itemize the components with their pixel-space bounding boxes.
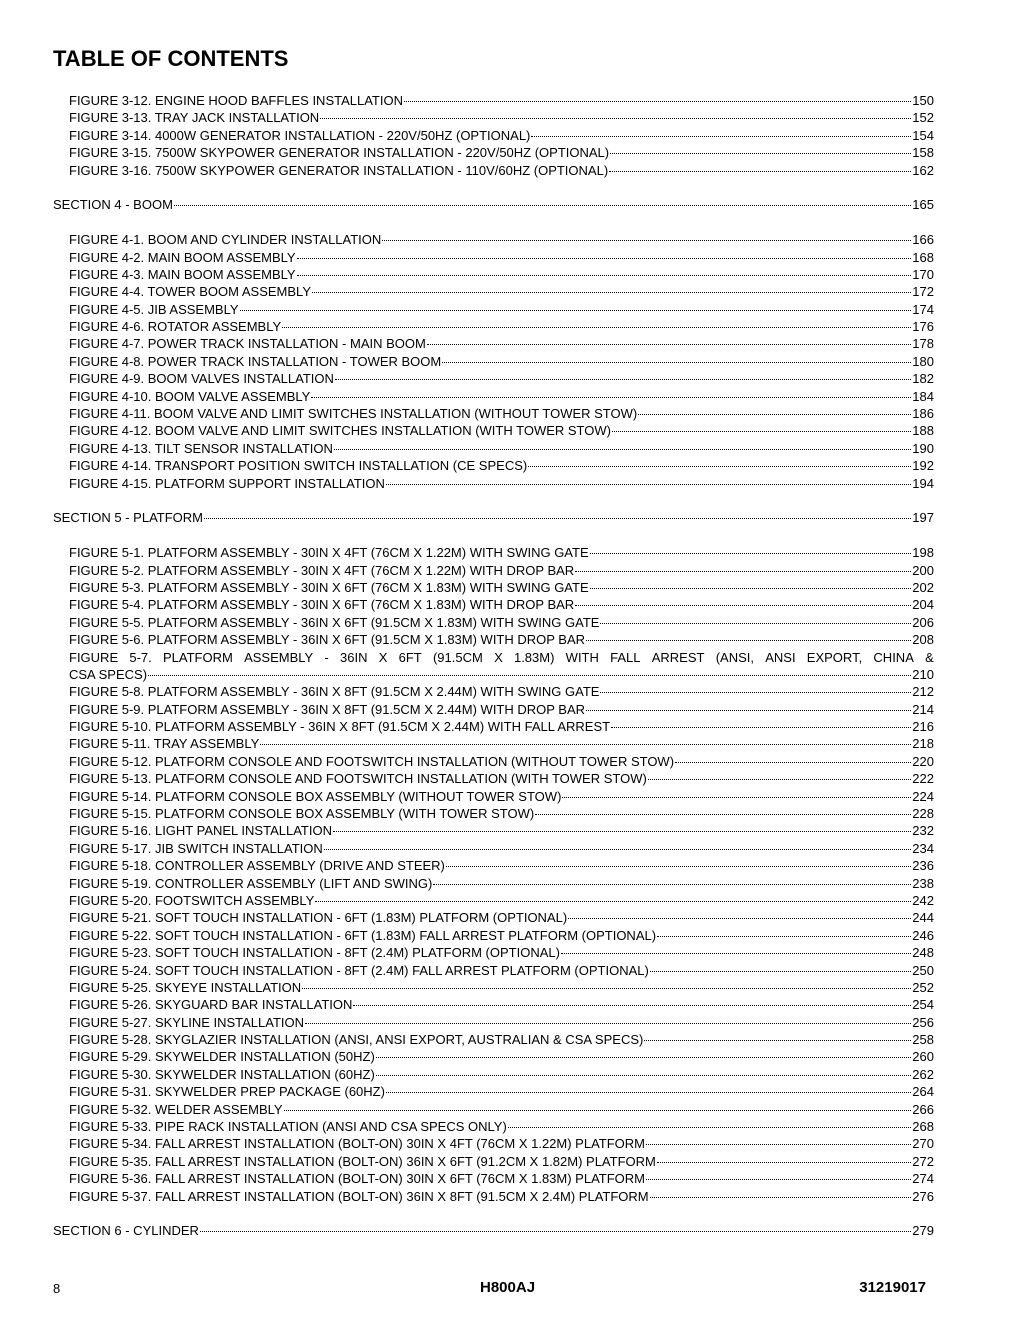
toc-entry-figure[interactable] — [53, 735, 934, 752]
dot-leader — [284, 1110, 912, 1111]
dot-leader — [657, 1162, 911, 1163]
toc-entry-word: ASSEMBLY — [244, 649, 314, 665]
toc-entry-figure[interactable] — [53, 596, 934, 613]
toc-entry-page: 204 — [912, 597, 934, 613]
toc-entry-page: 218 — [912, 736, 934, 752]
dot-leader — [650, 1197, 912, 1198]
toc-entry-title: FIGURE 5-5. PLATFORM ASSEMBLY - 36IN X 6FT (91.5CM X 1.83M) WITH SWING GATE — [69, 614, 600, 630]
toc-entry-title: FIGURE 5-28. SKYGLAZIER INSTALLATION (ANSI, ANSI EXPORT, AUSTRALIAN & CSA SPECS) — [69, 1032, 644, 1048]
dot-leader — [610, 153, 911, 154]
footer-model: H800AJ — [480, 1279, 536, 1296]
toc-entry-figure[interactable] — [53, 1048, 934, 1065]
dot-leader — [302, 988, 911, 989]
toc-entry-page: 248 — [912, 945, 934, 961]
toc-entry-figure[interactable] — [53, 1031, 934, 1048]
toc-entry-page: 152 — [912, 110, 934, 126]
dot-leader — [535, 814, 911, 815]
toc-entry-page: 242 — [912, 892, 934, 908]
toc-entry-figure[interactable] — [53, 1118, 934, 1135]
toc-entry-page: 206 — [912, 614, 934, 630]
toc-entry-figure[interactable] — [53, 1083, 934, 1100]
toc-entry-word: 1.83M) — [513, 649, 555, 665]
toc-entry-figure[interactable] — [53, 370, 934, 387]
toc-entry-title: FIGURE 3-16. 7500W SKYPOWER GENERATOR INSTALLATION - 110V/60HZ (OPTIONAL) — [69, 162, 609, 178]
dot-leader — [561, 953, 911, 954]
dot-leader — [650, 971, 911, 972]
dot-leader — [657, 936, 911, 937]
toc-entry-title: FIGURE 5-4. PLATFORM ASSEMBLY - 30IN X 6FT (76CM X 1.83M) WITH DROP BAR — [69, 597, 575, 613]
toc-entry-title: FIGURE 5-18. CONTROLLER ASSEMBLY (DRIVE AND STEER) — [69, 858, 445, 874]
toc-entry-title: FIGURE 4-3. MAIN BOOM ASSEMBLY — [69, 266, 296, 282]
dot-leader — [646, 1144, 911, 1145]
toc-entry-section[interactable] — [53, 1222, 934, 1239]
dot-leader — [586, 640, 911, 641]
toc-entry-figure[interactable] — [53, 631, 934, 648]
dot-leader — [528, 466, 911, 467]
toc-entry-page: 165 — [912, 197, 934, 213]
page-title: TABLE OF CONTENTS — [53, 46, 289, 71]
toc-entry-figure[interactable] — [53, 562, 934, 579]
toc-entry-title: FIGURE 5-25. SKYEYE INSTALLATION — [69, 979, 302, 995]
toc-entry-page: 236 — [912, 858, 934, 874]
toc-entry-page: 212 — [912, 684, 934, 700]
toc-entry-title: FIGURE 5-31. SKYWELDER PREP PACKAGE (60HZ) — [69, 1084, 385, 1100]
toc-entry-figure[interactable] — [53, 996, 934, 1013]
footer-doc-number: 31219017 — [859, 1279, 926, 1296]
toc-entry-figure[interactable] — [53, 1014, 934, 1031]
toc-entry-figure[interactable] — [53, 979, 934, 996]
toc-entry-page: 276 — [912, 1188, 934, 1204]
toc-entry-title: FIGURE 4-4. TOWER BOOM ASSEMBLY — [69, 284, 311, 300]
toc-entry-title: FIGURE 4-8. POWER TRACK INSTALLATION - TOWER BOOM — [69, 353, 442, 369]
toc-entry-figure[interactable] — [53, 875, 934, 892]
dot-leader — [353, 1005, 911, 1006]
toc-spacer — [53, 1205, 934, 1222]
toc-entry-figure[interactable] — [53, 388, 934, 405]
toc-entry-figure[interactable] — [53, 892, 934, 909]
toc-entry-title: FIGURE 5-15. PLATFORM CONSOLE BOX ASSEMBLY (WITH TOWER STOW) — [69, 806, 535, 822]
toc-entry-page: 268 — [912, 1119, 934, 1135]
page-footer — [53, 1281, 934, 1301]
toc-entry-page: 279 — [912, 1223, 934, 1239]
dot-leader — [446, 866, 911, 867]
toc-entry-title: FIGURE 5-3. PLATFORM ASSEMBLY - 30IN X 6FT (76CM X 1.83M) WITH SWING GATE — [69, 579, 589, 595]
toc-entry-page: 216 — [912, 719, 934, 735]
dot-leader — [638, 414, 911, 415]
toc-entry-title: FIGURE 4-15. PLATFORM SUPPORT INSTALLATION — [69, 475, 385, 491]
dot-leader — [442, 362, 911, 363]
toc-entry-title: FIGURE 5-13. PLATFORM CONSOLE AND FOOTSWITCH INSTALLATION (WITH TOWER STOW) — [69, 771, 647, 787]
toc-entry-figure[interactable] — [53, 127, 934, 144]
toc-entry-figure[interactable] — [53, 805, 934, 822]
toc-entry-figure[interactable] — [53, 753, 934, 770]
toc-entry-title: FIGURE 5-12. PLATFORM CONSOLE AND FOOTSWITCH INSTALLATION (WITHOUT TOWER STOW) — [69, 753, 675, 769]
toc-entry-page: 162 — [912, 162, 934, 178]
dot-leader — [562, 797, 911, 798]
toc-spacer — [53, 214, 934, 231]
toc-entry-page: 200 — [912, 562, 934, 578]
toc-entry-title: FIGURE 5-34. FALL ARREST INSTALLATION (BOLT-ON) 30IN X 4FT (76CM X 1.22M) PLATFORM — [69, 1136, 645, 1152]
toc-entry-word: PLATFORM — [163, 649, 233, 665]
toc-entry-page: 262 — [912, 1066, 934, 1082]
toc-entry-figure[interactable] — [53, 353, 934, 370]
dot-leader — [609, 171, 911, 172]
toc-entry-page: 192 — [912, 458, 934, 474]
toc-entry-page: 238 — [912, 875, 934, 891]
dot-leader — [297, 258, 912, 259]
toc-entry-title: FIGURE 5-14. PLATFORM CONSOLE BOX ASSEMBLY (WITHOUT TOWER STOW) — [69, 788, 562, 804]
toc-entry-figure[interactable] — [53, 266, 934, 283]
toc-spacer — [53, 492, 934, 509]
dot-leader — [324, 849, 912, 850]
toc-entry-page: 150 — [912, 93, 934, 108]
toc-entry-word: 36IN — [340, 649, 368, 665]
toc-entry-page: 186 — [912, 406, 934, 422]
dot-leader — [675, 762, 911, 763]
toc-entry-section[interactable] — [53, 509, 934, 526]
toc-entry-figure[interactable] — [53, 422, 934, 439]
toc-entry-word: FALL — [610, 649, 641, 665]
toc-entry-figure[interactable] — [53, 683, 934, 700]
dot-leader — [590, 553, 912, 554]
toc-entry-title: FIGURE 3-13. TRAY JACK INSTALLATION — [69, 110, 320, 126]
toc-entry-figure[interactable] — [53, 162, 934, 179]
toc-entry-word: 5-7. — [129, 649, 152, 665]
table-of-contents — [53, 92, 934, 1240]
toc-entry-title: FIGURE 5-17. JIB SWITCH INSTALLATION — [69, 840, 323, 856]
toc-entry-page: 274 — [912, 1171, 934, 1187]
toc-entry-page: 228 — [912, 806, 934, 822]
toc-entry-page: 266 — [912, 1101, 934, 1117]
toc-entry-page: 190 — [912, 440, 934, 456]
toc-entry-page: 172 — [912, 284, 934, 300]
toc-entry-title: SECTION 6 - CYLINDER — [53, 1223, 199, 1239]
toc-entry-page: 252 — [912, 979, 934, 995]
toc-entry-title: SECTION 4 - BOOM — [53, 197, 173, 213]
toc-entry-figure[interactable] — [53, 283, 934, 300]
toc-entry-page: 258 — [912, 1032, 934, 1048]
toc-entry-title: FIGURE 3-14. 4000W GENERATOR INSTALLATION - 220V/50HZ (OPTIONAL) — [69, 127, 531, 143]
toc-entry-title: FIGURE 5-16. LIGHT PANEL INSTALLATION — [69, 823, 332, 839]
toc-entry-title: FIGURE 5-2. PLATFORM ASSEMBLY - 30IN X 4FT (76CM X 1.22M) WITH DROP BAR — [69, 562, 575, 578]
toc-entry-title: FIGURE 5-1. PLATFORM ASSEMBLY - 30IN X 4FT (76CM X 1.22M) WITH SWING GATE — [69, 545, 589, 561]
toc-entry-word: WITH — [565, 649, 599, 665]
toc-spacer — [53, 179, 934, 196]
dot-leader — [646, 1179, 911, 1180]
toc-entry-page: 214 — [912, 701, 934, 717]
toc-entry-title: FIGURE 4-10. BOOM VALVE ASSEMBLY — [69, 388, 311, 404]
dot-leader — [644, 1040, 911, 1041]
dot-leader — [376, 1057, 911, 1058]
toc-entry-figure[interactable] — [53, 144, 934, 161]
toc-entry-page: 154 — [912, 127, 934, 143]
toc-entry-title: FIGURE 5-36. FALL ARREST INSTALLATION (BOLT-ON) 30IN X 6FT (76CM X 1.83M) PLATFORM — [69, 1171, 645, 1187]
toc-entry-word: X — [378, 649, 388, 665]
toc-entry-title: FIGURE 4-9. BOOM VALVES INSTALLATION — [69, 371, 334, 387]
dot-leader — [148, 675, 911, 676]
toc-entry-page: 208 — [912, 632, 934, 648]
dot-leader — [433, 884, 911, 885]
toc-entry-figure[interactable] — [53, 440, 934, 457]
toc-entry-word: ANSI — [765, 649, 796, 665]
toc-entry-title: FIGURE 4-11. BOOM VALVE AND LIMIT SWITCHES INSTALLATION (WITHOUT TOWER STOW) — [69, 406, 638, 422]
toc-entry-figure[interactable] — [53, 649, 934, 684]
toc-entry-title: FIGURE 5-8. PLATFORM ASSEMBLY - 36IN X 8FT (91.5CM X 2.44M) WITH SWING GATE — [69, 684, 600, 700]
toc-entry-title: FIGURE 5-29. SKYWELDER INSTALLATION (50HZ) — [69, 1049, 375, 1065]
toc-entry-title: FIGURE 5-20. FOOTSWITCH ASSEMBLY — [69, 892, 315, 908]
toc-entry-page: 234 — [912, 840, 934, 856]
toc-entry-title: FIGURE 3-15. 7500W SKYPOWER GENERATOR INSTALLATION - 220V/50HZ (OPTIONAL) — [69, 145, 610, 161]
toc-entry-title: FIGURE 4-6. ROTATOR ASSEMBLY — [69, 319, 282, 335]
toc-entry-title-line-2: CSA SPECS) — [69, 666, 148, 682]
dot-leader — [568, 918, 911, 919]
toc-entry-word: EXPORT, — [806, 649, 863, 665]
toc-entry-figure[interactable] — [53, 927, 934, 944]
toc-entry-title: FIGURE 5-32. WELDER ASSEMBLY — [69, 1101, 283, 1117]
toc-entry-figure[interactable] — [53, 405, 934, 422]
dot-leader — [376, 1075, 911, 1076]
dot-leader — [333, 831, 911, 832]
toc-entry-word: (ANSI, — [715, 649, 754, 665]
toc-entry-figure[interactable] — [53, 1135, 934, 1152]
toc-entry-page: 170 — [912, 266, 934, 282]
dot-leader — [600, 623, 911, 624]
toc-entry-title: FIGURE 4-7. POWER TRACK INSTALLATION - MAIN BOOM — [69, 336, 426, 352]
toc-entry-word: CHINA — [873, 649, 914, 665]
toc-entry-figure[interactable] — [53, 944, 934, 961]
toc-entry-title: FIGURE 5-11. TRAY ASSEMBLY — [69, 736, 260, 752]
toc-entry-title: FIGURE 5-9. PLATFORM ASSEMBLY - 36IN X 8FT (91.5CM X 2.44M) WITH DROP BAR — [69, 701, 586, 717]
toc-entry-title: FIGURE 4-2. MAIN BOOM ASSEMBLY — [69, 249, 296, 265]
toc-entry-title: FIGURE 4-5. JIB ASSEMBLY — [69, 301, 239, 317]
toc-entry-title: FIGURE 5-21. SOFT TOUCH INSTALLATION - 6FT (1.83M) PLATFORM (OPTIONAL) — [69, 910, 568, 926]
dot-leader — [404, 101, 911, 102]
toc-entry-word: - — [324, 649, 329, 665]
dot-leader — [382, 240, 911, 241]
toc-entry-figure[interactable] — [53, 962, 934, 979]
toc-entry-title: FIGURE 4-13. TILT SENSOR INSTALLATION — [69, 440, 333, 456]
toc-entry-page: 197 — [912, 510, 934, 526]
toc-entry-figure[interactable] — [53, 92, 934, 109]
toc-entry-figure[interactable] — [53, 1066, 934, 1083]
toc-entry-figure[interactable] — [53, 457, 934, 474]
toc-entry-title: FIGURE 5-6. PLATFORM ASSEMBLY - 36IN X 6FT (91.5CM X 1.83M) WITH DROP BAR — [69, 632, 586, 648]
toc-entry-page: 264 — [912, 1084, 934, 1100]
toc-entry-figure[interactable] — [53, 1153, 934, 1170]
toc-entry-title: FIGURE 5-33. PIPE RACK INSTALLATION (ANSI AND CSA SPECS ONLY) — [69, 1119, 507, 1135]
toc-entry-figure[interactable] — [53, 335, 934, 352]
toc-entry-word: X — [494, 649, 503, 665]
toc-entry-word: FIGURE — [69, 649, 119, 665]
toc-entry-page: 188 — [912, 423, 934, 439]
dot-leader — [204, 518, 911, 519]
toc-entry-page: 210 — [912, 666, 934, 682]
toc-entry-figure[interactable] — [53, 770, 934, 787]
dot-leader — [386, 484, 911, 485]
toc-entry-figure[interactable] — [53, 475, 934, 492]
toc-entry-word: ARREST — [651, 649, 705, 665]
toc-entry-title: FIGURE 5-24. SOFT TOUCH INSTALLATION - 8FT (2.4M) FALL ARREST PLATFORM (OPTIONAL) — [69, 962, 649, 978]
dot-leader — [586, 710, 911, 711]
toc-entry-figure[interactable] — [53, 1188, 934, 1205]
toc-entry-figure[interactable] — [53, 301, 934, 318]
toc-entry-figure[interactable] — [53, 909, 934, 926]
toc-entry-page: 182 — [912, 371, 934, 387]
toc-entry-figure[interactable] — [53, 840, 934, 857]
toc-entry-page: 244 — [912, 910, 934, 926]
toc-entry-page: 168 — [912, 249, 934, 265]
toc-entry-title: FIGURE 4-12. BOOM VALVE AND LIMIT SWITCHES INSTALLATION (WITH TOWER STOW) — [69, 423, 611, 439]
toc-entry-figure[interactable] — [53, 822, 934, 839]
dot-leader — [575, 605, 911, 606]
dot-leader — [282, 327, 911, 328]
toc-entry-figure[interactable] — [53, 788, 934, 805]
dot-leader — [297, 275, 912, 276]
dot-leader — [427, 344, 911, 345]
toc-entry-figure[interactable] — [53, 614, 934, 631]
toc-entry-page: 158 — [912, 145, 934, 161]
footer-page-number: 8 — [53, 1281, 61, 1296]
toc-entry-title-line-1 — [69, 649, 934, 666]
toc-entry-page: 220 — [912, 753, 934, 769]
dot-leader — [311, 397, 911, 398]
dot-leader — [612, 431, 911, 432]
dot-leader — [315, 901, 911, 902]
toc-entry-figure[interactable] — [53, 249, 934, 266]
toc-entry-figure[interactable] — [53, 579, 934, 596]
toc-entry-title: FIGURE 5-30. SKYWELDER INSTALLATION (60HZ) — [69, 1066, 375, 1082]
toc-entry-page: 202 — [912, 579, 934, 595]
dot-leader — [575, 571, 911, 572]
toc-entry-page: 224 — [912, 788, 934, 804]
dot-leader — [531, 136, 911, 137]
toc-entry-figure[interactable] — [53, 318, 934, 335]
toc-entry-page: 270 — [912, 1136, 934, 1152]
toc-entry-page: 180 — [912, 353, 934, 369]
toc-entry-page: 166 — [912, 232, 934, 248]
toc-entry-page: 184 — [912, 388, 934, 404]
dot-leader — [334, 449, 911, 450]
toc-entry-title: FIGURE 5-26. SKYGUARD BAR INSTALLATION — [69, 997, 353, 1013]
toc-entry-page: 254 — [912, 997, 934, 1013]
toc-entry-title: FIGURE 5-19. CONTROLLER ASSEMBLY (LIFT AND SWING) — [69, 875, 433, 891]
toc-entry-figure[interactable] — [53, 544, 934, 561]
dot-leader — [386, 1092, 911, 1093]
dot-leader — [600, 692, 911, 693]
dot-leader — [320, 118, 911, 119]
toc-entry-page: 256 — [912, 1014, 934, 1030]
toc-entry-page: 176 — [912, 319, 934, 335]
dot-leader — [200, 1231, 911, 1232]
toc-entry-word: 6FT — [398, 649, 422, 665]
toc-entry-figure[interactable] — [53, 231, 934, 248]
toc-entry-title: FIGURE 4-14. TRANSPORT POSITION SWITCH INSTALLATION (CE SPECS) — [69, 458, 528, 474]
toc-entry-title: FIGURE 5-27. SKYLINE INSTALLATION — [69, 1014, 305, 1030]
toc-entry-page: 272 — [912, 1153, 934, 1169]
toc-entry-page: 250 — [912, 962, 934, 978]
toc-entry-page: 174 — [912, 301, 934, 317]
dot-leader — [260, 744, 911, 745]
dot-leader — [590, 588, 912, 589]
toc-entry-figure[interactable] — [53, 701, 934, 718]
toc-entry-title: SECTION 5 - PLATFORM — [53, 510, 203, 526]
toc-entry-page: 178 — [912, 336, 934, 352]
dot-leader — [174, 205, 911, 206]
toc-entry-page: 246 — [912, 927, 934, 943]
toc-entry-page: 198 — [912, 545, 934, 561]
toc-entry-title: FIGURE 4-1. BOOM AND CYLINDER INSTALLATION — [69, 232, 382, 248]
toc-entry-page: 222 — [912, 771, 934, 787]
toc-entry-section[interactable] — [53, 196, 934, 213]
dot-leader — [335, 379, 911, 380]
toc-entry-page: 194 — [912, 475, 934, 491]
toc-entry-title: FIGURE 5-22. SOFT TOUCH INSTALLATION - 6FT (1.83M) FALL ARREST PLATFORM (OPTIONAL) — [69, 927, 657, 943]
toc-spacer — [53, 527, 934, 544]
toc-entry-word: & — [925, 649, 934, 665]
toc-entry-title: FIGURE 3-12. ENGINE HOOD BAFFLES INSTALLATION — [69, 93, 403, 108]
toc-entry-figure[interactable] — [53, 857, 934, 874]
toc-entry-page: 260 — [912, 1049, 934, 1065]
toc-entry-word: (91.5CM — [432, 649, 483, 665]
toc-entry-figure[interactable] — [53, 1101, 934, 1118]
toc-entry-figure[interactable] — [53, 1170, 934, 1187]
toc-entry-figure[interactable] — [53, 109, 934, 126]
dot-leader — [611, 727, 911, 728]
dot-leader — [312, 292, 911, 293]
toc-entry-figure[interactable] — [53, 718, 934, 735]
toc-entry-title: FIGURE 5-10. PLATFORM ASSEMBLY - 36IN X 8FT (91.5CM X 2.44M) WITH FALL ARREST — [69, 719, 611, 735]
toc-entry-title: FIGURE 5-37. FALL ARREST INSTALLATION (BOLT-ON) 36IN X 8FT (91.5CM X 2.4M) PLATFORM — [69, 1188, 649, 1204]
dot-leader — [508, 1127, 912, 1128]
dot-leader — [240, 310, 912, 311]
toc-entry-page: 232 — [912, 823, 934, 839]
toc-entry-title: FIGURE 5-23. SOFT TOUCH INSTALLATION - 8FT (2.4M) PLATFORM (OPTIONAL) — [69, 945, 560, 961]
toc-entry-title: FIGURE 5-35. FALL ARREST INSTALLATION (BOLT-ON) 36IN X 6FT (91.2CM X 1.82M) PLATFORM — [69, 1153, 656, 1169]
dot-leader — [648, 779, 911, 780]
dot-leader — [305, 1023, 911, 1024]
